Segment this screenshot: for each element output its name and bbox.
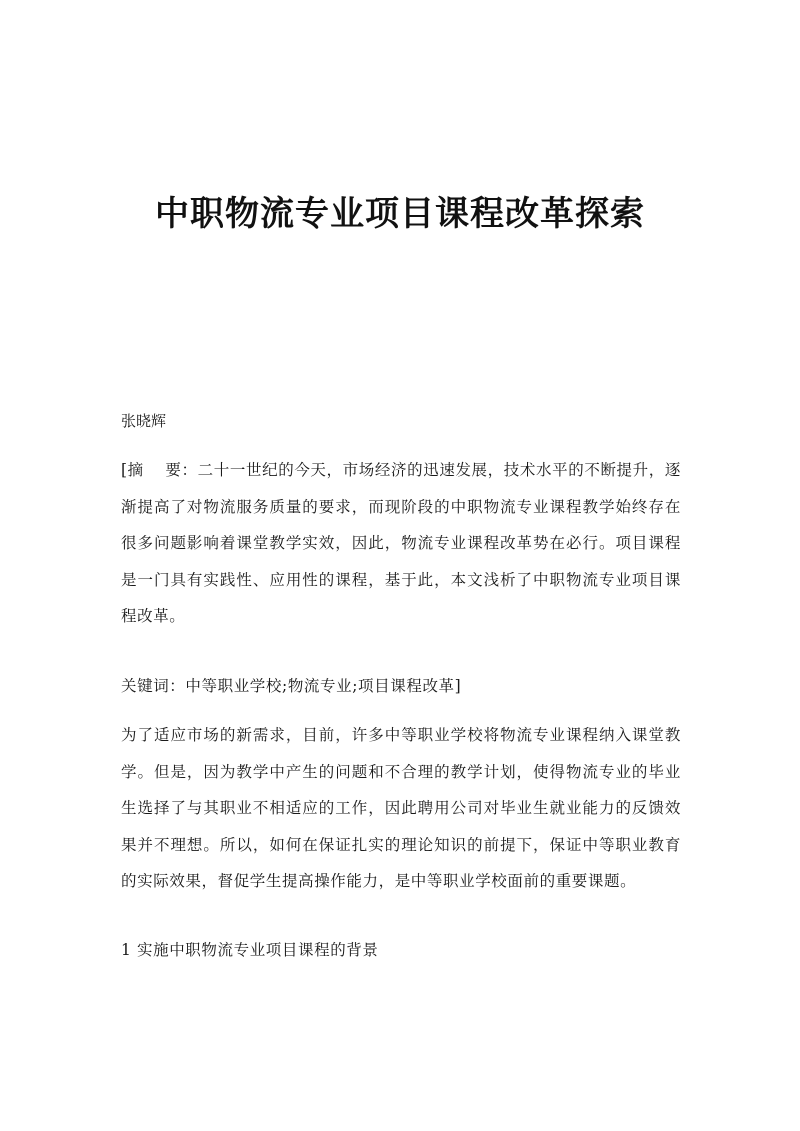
document-title: 中职物流专业项目课程改革探索 (155, 194, 645, 234)
author-name: 张晓辉 (121, 412, 167, 430)
section-heading: 1 实施中职物流专业项目课程的背景 (121, 941, 379, 959)
body-paragraph: 为了适应市场的新需求，目前，许多中等职业学校将物流专业课程纳入课堂教学。但是，因为教学中产生的问题和不合理的教学计划，使得物流专业的毕业生选择了与其职业不相适应的工作，因此聘用公司对毕业生就业能力的反馈效果并不理想。所以，如何在保证扎实的理论知识的前提下，保证中等职业教育的实际效果，督促学生提高操作能力，是中等职业学校面前的重要课题。 (121, 726, 681, 890)
keywords-line: 关键词：中等职业学校;物流专业;项目课程改革] (121, 677, 462, 695)
abstract-paragraph: [摘 要：二十一世纪的今天，市场经济的迅速发展，技术水平的不断提升，逐渐提高了对物流服务质量的要求，而现阶段的中职物流专业课程教学始终存在很多问题影响着课堂教学实效，因此，物流专业课程改革势在必行。项目课程是一门具有实践性、应用性的课程，基于此，本文浅析了中职物流专业项目课程改革。 (121, 461, 681, 625)
